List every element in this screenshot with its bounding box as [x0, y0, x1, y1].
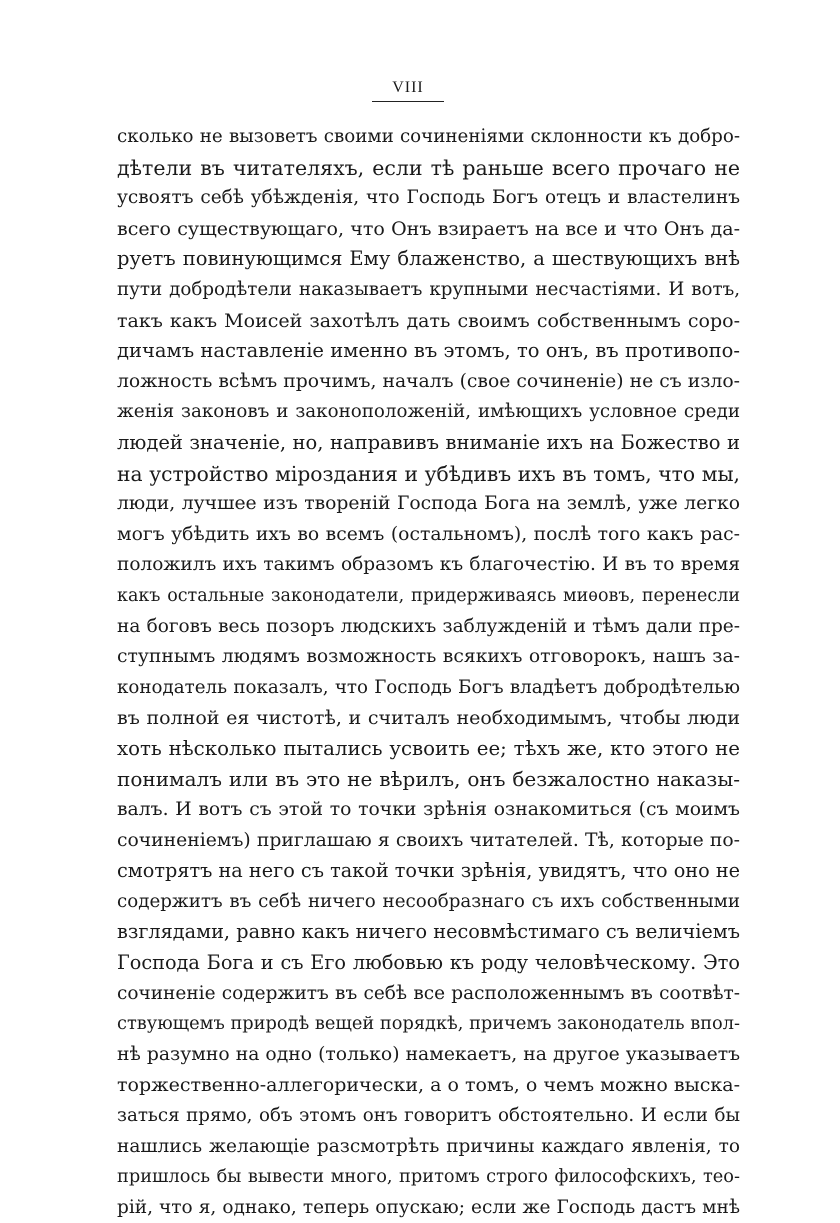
text-line: нашлись желающіе разсмотрѣть причины каждаго явленія, то — [117, 1135, 740, 1157]
text-line: ложность всѣмъ прочимъ, началъ (свое сочиненіе) не съ изло- — [117, 370, 740, 392]
text-line: содержитъ въ себѣ ничего несообразнаго съ ихъ собственными — [117, 890, 740, 912]
text-line: валъ. И вотъ съ этой то точки зрѣнія ознакомиться (съ моимъ — [117, 799, 740, 821]
text-line: такъ какъ Моисей захотѣлъ дать своимъ собственнымъ соро- — [117, 309, 740, 332]
text-line: положилъ ихъ такимъ образомъ къ благочестію. И въ то время — [117, 554, 740, 576]
text-line: на боговъ весь позоръ людскихъ заблужденій и тѣмъ дали пре- — [117, 615, 740, 637]
text-line: усвоятъ себѣ убѣжденія, что Господь Богъ отецъ и властелинъ — [117, 187, 740, 209]
text-line: заться прямо, объ этомъ онъ говоритъ обстоятельно. И если бы — [117, 1105, 740, 1126]
text-line: ствующемъ природѣ вещей порядкѣ, причемъ законодатель впол- — [117, 1014, 740, 1035]
text-line: взглядами, равно какъ ничего несовмѣстимаго съ величіемъ — [117, 920, 740, 944]
text-line: женія законовъ и законоположеній, имѣющихъ условное среди — [117, 401, 740, 423]
text-line: сочиненіемъ) приглашаю я своихъ читателей. Тѣ, которые по- — [117, 829, 740, 851]
text-line: руетъ повинующимся Ему блаженство, а шествующихъ внѣ — [117, 247, 740, 271]
body-text — [117, 122, 740, 1223]
header-rule — [372, 101, 444, 102]
text-line: дѣтели въ читателяхъ, если тѣ раньше всего прочаго не — [117, 155, 740, 180]
text-line: торжественно-аллегорически, а о томъ, о чемъ можно выска- — [117, 1074, 740, 1097]
text-line: въ полной ея чистотѣ, и считалъ необходимымъ, чтобы люди — [117, 707, 740, 730]
text-line: ступнымъ людямъ возможность всякихъ отговорокъ, нашъ за- — [117, 646, 740, 668]
text-line: сочиненіе содержитъ въ себѣ все расположеннымъ въ соотвѣт- — [117, 982, 740, 1004]
text-line: понималъ или въ это не вѣрилъ, онъ безжалостно наказы- — [117, 767, 740, 792]
text-line: всего существующаго, что Онъ взираетъ на все и что Онъ да- — [117, 217, 740, 240]
text-line: нѣ разумно на одно (только) намекаетъ, на другое указываетъ — [117, 1043, 740, 1065]
text-line: люди, лучшее изъ твореній Господа Бога на землѣ, уже легко — [117, 493, 740, 515]
text-line: Господа Бога и съ Его любовью къ роду человѣческому. Это — [117, 951, 740, 975]
text-line: сколько не вызоветъ своими сочиненіями склонности къ добро- — [117, 126, 740, 147]
text-line: пути добродѣтели наказываетъ крупными несчастіями. И вотъ, — [117, 278, 740, 300]
page-number: VIII — [392, 79, 424, 96]
text-line: на устройство міроздания и убѣдивъ ихъ въ томъ, что мы, — [117, 461, 740, 486]
text-line: могъ убѣдить ихъ во всемъ (остальномъ), послѣ того какъ рас- — [117, 523, 740, 545]
text-line: дичамъ наставленіе именно въ этомъ, то онъ, въ противопо- — [117, 339, 740, 363]
text-line: конодатель показалъ, что Господь Богъ владѣетъ добродѣтелью — [117, 676, 740, 698]
text-line: хоть нѣсколько пытались усвоить ее; тѣхъ же, кто этого не — [117, 736, 740, 760]
page-header — [372, 78, 444, 98]
text-line: рій, что я, однако, теперь опускаю; если же Господь дастъ мнѣ — [117, 1196, 740, 1218]
text-line: пришлось бы вывести много, притомъ строго философскихъ, тео- — [117, 1167, 740, 1188]
text-line: смотрятъ на него съ такой точки зрѣнія, увидятъ, что оно не — [117, 859, 740, 883]
text-line: какъ остальные законодатели, придерживаясь миѳовъ, перенесли — [117, 585, 740, 606]
text-line: людей значеніе, но, направивъ вниманіе ихъ на Божество и — [117, 430, 740, 454]
